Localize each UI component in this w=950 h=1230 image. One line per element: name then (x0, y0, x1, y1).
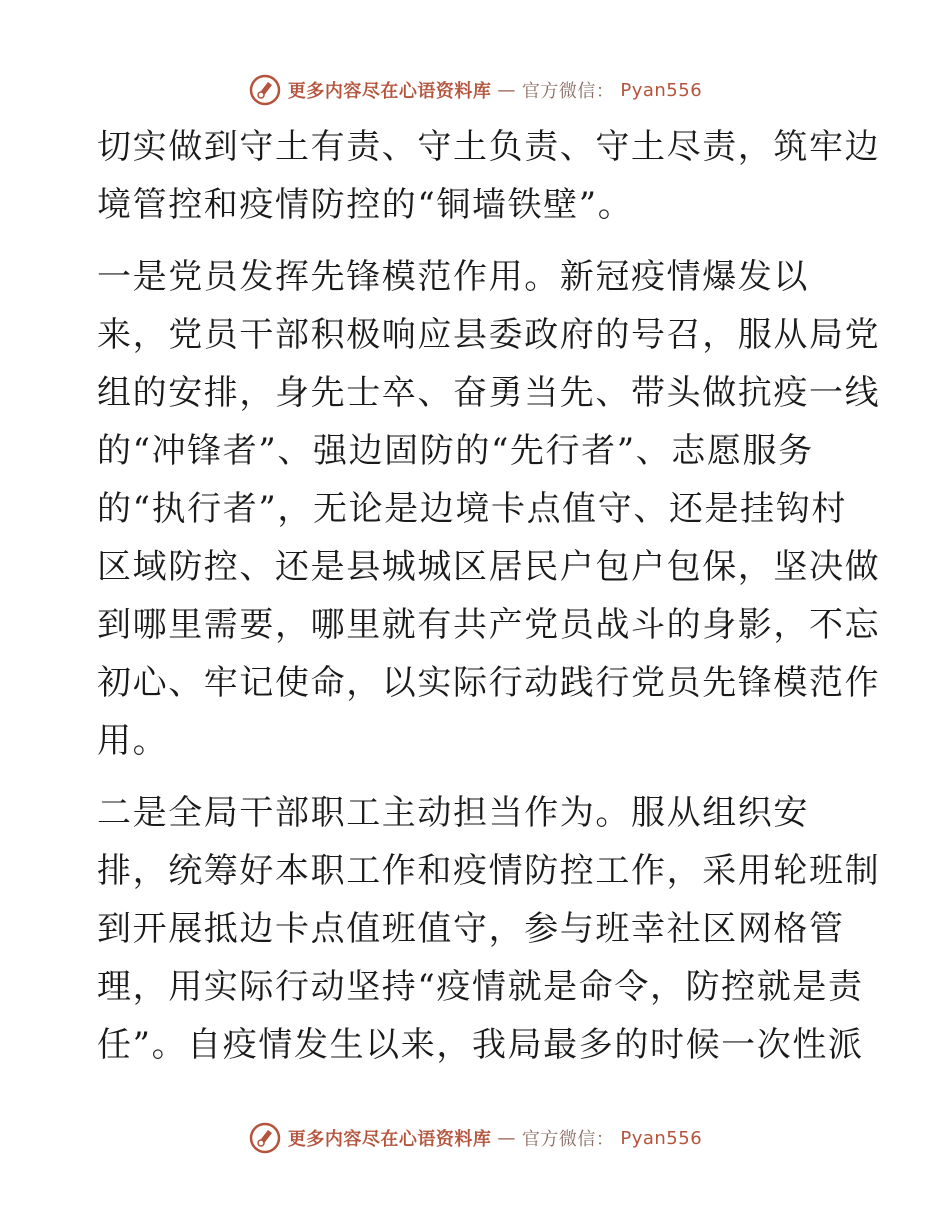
document-body (97, 118, 881, 1074)
text-line: 组的安排，身先士卒、奋勇当先、带头做抗疫一线 (97, 373, 881, 413)
wechat-label: 官方微信： (521, 1129, 615, 1150)
seal-logo-icon (248, 73, 282, 107)
text-line: 的“冲锋者”、强边固防的“先行者”、志愿服务 (97, 431, 814, 471)
text-line: 一是党员发挥先锋模范作用。新冠疫情爆发以 (97, 257, 809, 297)
footer-watermark-banner (0, 1118, 950, 1158)
banner-separator: — (497, 79, 516, 101)
wechat-account: Pyan556 (620, 1127, 703, 1149)
text-line: 理，用实际行动坚持“疫情就是命令，防控就是责 (97, 967, 864, 1007)
text-line: 区域防控、还是县城城区居民户包户包保，坚决做 (97, 547, 881, 587)
header-watermark-banner (0, 70, 950, 110)
wechat-label: 官方微信： (521, 81, 615, 102)
text-line: 境管控和疫情防控的“铜墙铁壁”。 (97, 185, 634, 225)
text-line: 用。 (97, 721, 169, 761)
paragraph-2 (97, 248, 881, 770)
paragraph-3 (97, 784, 881, 1074)
paragraph-1 (97, 118, 881, 234)
site-name: 更多内容尽在心语资料库 (287, 1129, 492, 1150)
site-name: 更多内容尽在心语资料库 (287, 81, 492, 102)
text-line: 切实做到守土有责、守土负责、守土尽责，筑牢边 (97, 127, 881, 167)
text-line: 二是全局干部职工主动担当作为。服从组织安 (97, 793, 809, 833)
text-line: 到哪里需要，哪里就有共产党员战斗的身影，不忘 (97, 605, 881, 645)
text-line: 到开展抵边卡点值班值守，参与班幸社区网格管 (97, 909, 845, 949)
wechat-account: Pyan556 (620, 79, 703, 101)
text-line: 的“执行者”，无论是边境卡点值守、还是挂钩村 (97, 489, 847, 529)
text-line: 任”。自疫情发生以来，我局最多的时候一次性派 (97, 1025, 864, 1065)
banner-separator: — (497, 1127, 516, 1149)
text-line: 初心、牢记使命，以实际行动践行党员先锋模范作 (97, 663, 881, 703)
text-line: 排，统筹好本职工作和疫情防控工作，采用轮班制 (97, 851, 881, 891)
seal-logo-icon (248, 1121, 282, 1155)
text-line: 来，党员干部积极响应县委政府的号召，服从局党 (97, 315, 881, 355)
